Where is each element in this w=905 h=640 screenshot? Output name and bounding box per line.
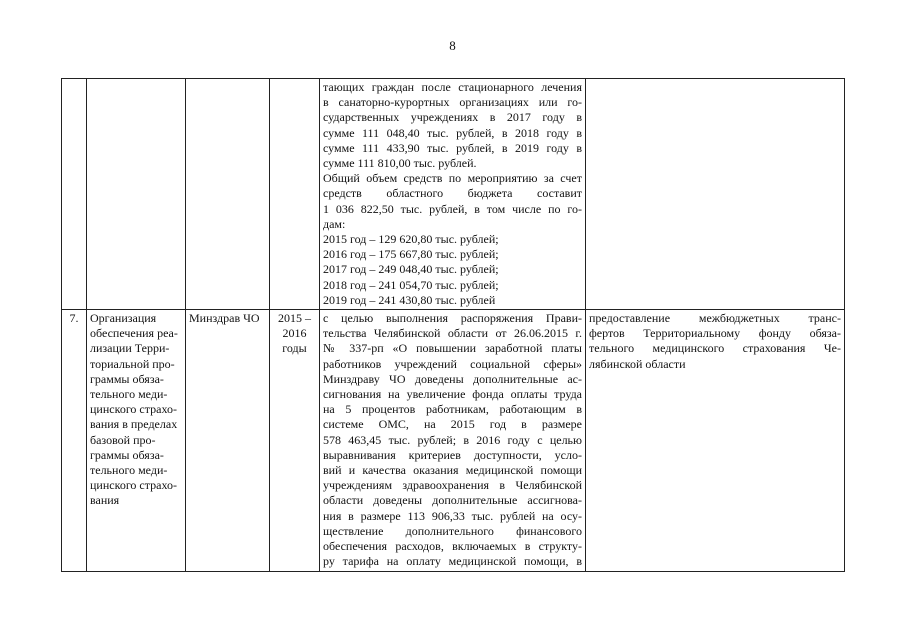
text-line: граммы обяза-	[90, 371, 164, 386]
page-number: 8	[449, 38, 456, 53]
text-line: сигнования на увеличение фонда оплаты труда	[323, 387, 582, 402]
text-line: 2016	[282, 326, 307, 341]
text-line: тающих граждан после стационарного лечения	[323, 80, 582, 94]
text-line: области доведены дополнительные ассигнова-	[323, 493, 582, 508]
executor-cell	[186, 79, 270, 310]
text-line: ния в размере 113 906,33 тыс. рублей на осу-	[323, 508, 582, 523]
text-line: 2017 год – 249 048,40 тыс. рублей;	[323, 262, 499, 277]
text-line: вания	[90, 493, 120, 508]
text-line: фертов Территориальному фонду обяза-	[589, 326, 841, 341]
text-line: базовой про-	[90, 432, 156, 447]
text-line: 1 036 822,50 тыс. рублей, в том числе по го-	[323, 201, 582, 216]
text-line: тельства Челябинской области от 26.06.2015 г.	[323, 326, 582, 341]
text-line: Минздраву ЧО доведены дополнительные ас-	[323, 371, 582, 386]
text-line: сумме 111 810,00 тыс. рублей.	[323, 156, 477, 171]
measure-name	[90, 311, 182, 509]
text-line: ториальной про-	[90, 356, 175, 371]
term-text	[273, 311, 316, 357]
text-line: ществление дополнительного финансового	[323, 523, 582, 538]
text-line: вий и качества оказания медицинской помощи	[323, 463, 582, 478]
description-text	[323, 80, 582, 308]
table-row-continuation	[62, 79, 845, 310]
description-cell	[320, 310, 586, 571]
text-line: тельного медицинского страхования Че-	[589, 341, 841, 356]
number-cell	[62, 79, 87, 310]
text-line: 2019 год – 241 430,80 тыс. рублей	[323, 292, 496, 307]
text-line: работников учреждений социальной сферы»	[323, 356, 582, 371]
result-cell	[586, 310, 845, 571]
row-number: 7.	[62, 310, 87, 571]
text-line: 2015 год – 129 620,80 тыс. рублей;	[323, 232, 499, 247]
text-line: сударственных учреждениях в 2017 году в	[323, 110, 582, 125]
text-line: в санаторно-курортных организациях или го-	[323, 95, 582, 110]
measure-name-cell	[87, 310, 186, 571]
text-line: 2018 год – 241 054,70 тыс. рублей;	[323, 277, 499, 292]
text-line: учреждениям здравоохранения в Челябинской	[323, 478, 582, 493]
description-text	[323, 311, 582, 569]
name-cell	[87, 79, 186, 310]
text-line: Организация	[90, 311, 157, 326]
executor-cell: Минздрав ЧО	[186, 310, 270, 571]
term-cell	[270, 310, 320, 571]
description-cell	[320, 79, 586, 310]
text-line: средств областного бюджета составит	[323, 186, 582, 201]
text-line: обеспечения реа-	[90, 326, 178, 341]
text-line: обеспечения расходов, включаемых в структу-	[323, 539, 582, 554]
text-line: тельного меди-	[90, 463, 168, 478]
text-line: вания в пределах	[90, 417, 178, 432]
text-line: ру тарифа на оплату медицинской помощи, в	[323, 554, 582, 569]
result-cell	[586, 79, 845, 310]
result-text	[589, 311, 841, 372]
text-line: тельного меди-	[90, 387, 168, 402]
text-line: цинского страхо-	[90, 478, 178, 493]
text-line: выравнивания критериев доступности, усло-	[323, 447, 582, 462]
text-line: на 5 процентов работникам, работающим в	[323, 402, 582, 417]
text-line: лябинской области	[589, 356, 686, 371]
text-line: годы	[282, 341, 307, 356]
text-line: 2015 –	[278, 311, 311, 326]
text-line: цинского страхо-	[90, 402, 178, 417]
text-line: Общий объем средств по мероприятию за счет	[323, 171, 582, 186]
term-cell	[270, 79, 320, 310]
text-line: системе ОМС, на 2015 год в размере	[323, 417, 582, 432]
text-line: предоставление межбюджетных транс-	[589, 311, 841, 326]
text-line: 578 463,45 тыс. рублей; в 2016 году с целью	[323, 432, 582, 447]
text-line: дам:	[323, 216, 346, 231]
text-line: № 337-рп «О повышении заработной платы	[323, 341, 582, 356]
text-line: лизации Терри-	[90, 341, 170, 356]
text-line: граммы обяза-	[90, 447, 164, 462]
text-line: сумме 111 433,90 тыс. рублей, в 2019 году в	[323, 140, 582, 155]
program-table	[61, 78, 845, 572]
text-line: с целью выполнения распоряжения Прави-	[323, 311, 582, 326]
text-line: сумме 111 048,40 тыс. рублей, в 2018 году в	[323, 125, 582, 140]
table-row-7	[62, 310, 845, 571]
text-line: 2016 год – 175 667,80 тыс. рублей;	[323, 247, 499, 262]
